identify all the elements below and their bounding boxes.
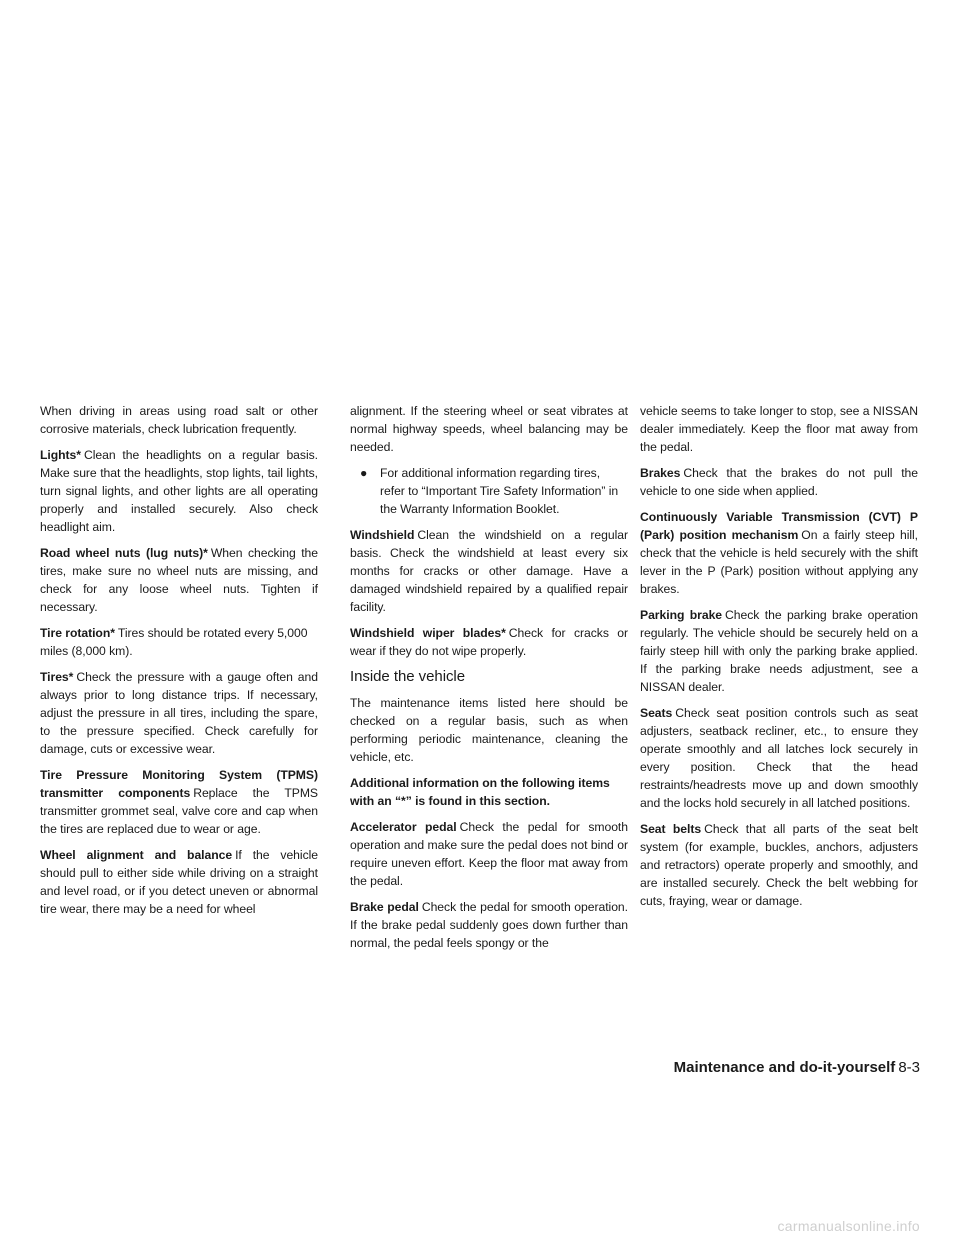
- column-left: [40, 402, 318, 926]
- section-title: Maintenance and do-it-yourself: [673, 1059, 896, 1076]
- item-term: Lights*: [40, 448, 81, 462]
- item-tire-rotation: [40, 624, 318, 660]
- item-text: Check the parking brake operation regularly. The vehicle should be securely held on a fairly steep hill with only the parking brake applied. If the parking brake needs adjustment, see a NISSAN dealer.: [640, 608, 918, 694]
- item-text: Check that the brakes do not pull the vehicle to one side when applied.: [640, 466, 918, 498]
- item-tpms: [40, 766, 318, 838]
- item-text: Check seat position controls such as seat adjusters, seatback recliner, etc., to ensure they operate smoothly and all latches lock securely in every position. Check that the head restraints/headrests move up and down smoothly and the locks hold securely in all latched positions.: [640, 706, 918, 810]
- column-right: [640, 402, 918, 918]
- item-term: Windshield: [350, 528, 415, 542]
- item-text: On a fairly steep hill, check that the vehicle is held securely with the shift lever in the P (Park) position without applying any brakes.: [640, 528, 918, 596]
- section-intro: The maintenance items listed here should be checked on a regular basis, such as when performing periodic maintenance, cleaning the vehicle, etc.: [350, 696, 628, 764]
- watermark: carmanualsonline.info: [777, 1218, 920, 1234]
- item-text: Replace the TPMS transmitter grommet seal, valve core and cap when the tires are replaced due to wear or age.: [40, 786, 319, 836]
- item-wheel-alignment: [40, 846, 318, 918]
- page-footer: [650, 1058, 920, 1078]
- intro-paragraph: When driving in areas using road salt or other corrosive materials, check lubrication frequently.: [40, 404, 318, 436]
- item-term: Seats: [640, 706, 673, 720]
- item-term: Tire Pressure Monitoring System (TPMS) transmitter components: [40, 768, 318, 800]
- item-text: Clean the headlights on a regular basis. Make sure that the headlights, stop lights, tail lights, turn signal lights, and other lights are all operating properly and installed securely. Also check headlight aim.: [40, 448, 318, 534]
- item-term: Wheel alignment and balance: [40, 848, 233, 862]
- item-term: Brakes: [640, 466, 681, 480]
- continuation-paragraph: alignment. If the steering wheel or seat vibrates at normal highway speeds, wheel balancing may be needed.: [350, 404, 628, 454]
- continuation-paragraph: vehicle seems to take longer to stop, see a NISSAN dealer immediately. Keep the floor mat away from the pedal.: [640, 404, 918, 454]
- item-term: Accelerator pedal: [350, 820, 457, 834]
- item-brake-pedal: [350, 898, 628, 952]
- bullet-item: [350, 464, 628, 518]
- item-term: Brake pedal: [350, 900, 419, 914]
- item-text: Clean the windshield on a regular basis. Check the windshield at least every six months for cracks or other damage. Have a damaged windshield repaired by a qualified repair facility.: [350, 528, 628, 614]
- item-text: Check the pressure with a gauge often and always prior to long distance trips. If necessary, adjust the pressure in all tires, including the spare, to the pressure specified. Check carefully for damage, cuts or excessive wear.: [40, 670, 318, 756]
- item-text: Check the pedal for smooth operation and make sure the pedal does not bind or require uneven effort. Keep the floor mat away from the pedal.: [350, 820, 629, 888]
- item-parking-brake: [640, 606, 918, 696]
- item-accelerator-pedal: [350, 818, 628, 890]
- item-windshield: [350, 526, 628, 616]
- item-text: Check for cracks or wear if they do not wipe properly.: [350, 626, 628, 658]
- item-tires: [40, 668, 318, 758]
- item-text: When checking the tires, make sure no wheel nuts are missing, and check for any loose wheel nuts. Tighten if necessary.: [40, 546, 318, 614]
- item-text: Check that all parts of the seat belt system (for example, buckles, anchors, adjusters and retractors) operate properly and smoothly, and are installed securely. Check the belt webbing for cuts, fraying, wear or damage.: [640, 822, 918, 908]
- item-term: Windshield wiper blades*: [350, 626, 506, 640]
- item-text: Check the pedal for smooth operation. If the brake pedal suddenly goes down further than normal, the pedal feels spongy or the: [350, 900, 628, 950]
- item-term: Seat belts: [640, 822, 702, 836]
- item-text: Tires should be rotated every 5,000 miles (8,000 km).: [40, 626, 308, 658]
- bullet-text: For additional information regarding tires, refer to “Important Tire Safety Information” in the Warranty Information Booklet.: [380, 466, 619, 516]
- item-seats: [640, 704, 918, 812]
- column-middle: [350, 402, 628, 960]
- item-seat-belts: [640, 820, 918, 910]
- item-road-wheel-nuts: [40, 544, 318, 616]
- item-brakes: [640, 464, 918, 500]
- item-term: Tire rotation*: [40, 626, 115, 640]
- item-term: Parking brake: [640, 608, 723, 622]
- section-heading: Inside the vehicle: [350, 668, 466, 685]
- item-cvt-park: [640, 508, 918, 598]
- bold-note: Additional information on the following items with an “*” is found in this section.: [350, 776, 610, 808]
- item-term: Road wheel nuts (lug nuts)*: [40, 546, 208, 560]
- item-wiper-blades: [350, 624, 628, 660]
- page-number: 8-3: [898, 1059, 920, 1076]
- item-text: If the vehicle should pull to either side while driving on a straight and level road, or if you detect uneven or abnormal tire wear, there may be a need for wheel: [40, 848, 318, 916]
- item-lights: [40, 446, 318, 536]
- bullet-icon: ●: [360, 466, 368, 480]
- item-term: Tires*: [40, 670, 74, 684]
- item-term: Continuously Variable Transmission (CVT) P (Park) position mechanism: [640, 510, 918, 542]
